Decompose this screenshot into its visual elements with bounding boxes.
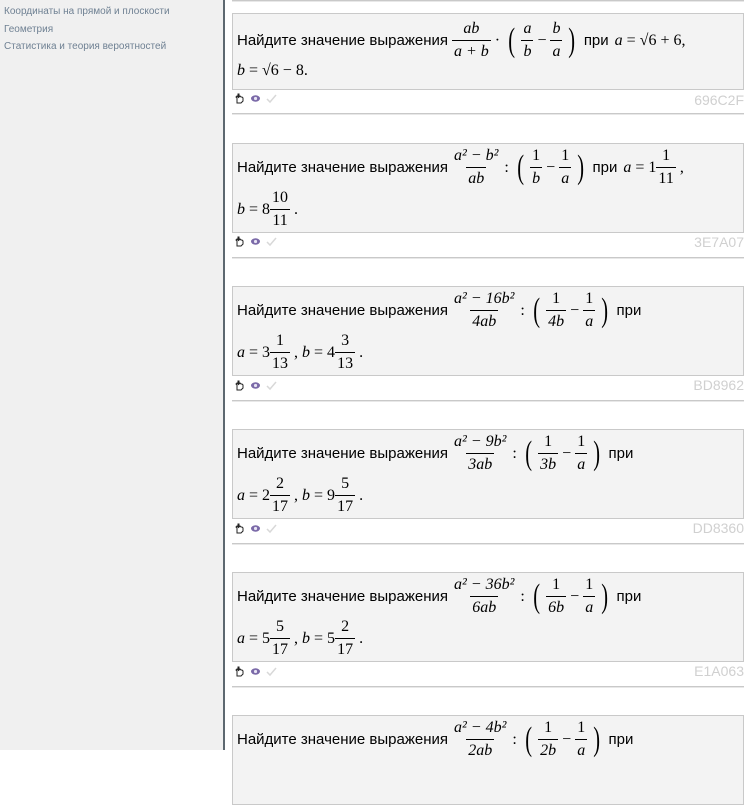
problem-code: 3E7A07 bbox=[694, 234, 744, 250]
divider bbox=[232, 686, 744, 687]
problem-icons bbox=[234, 523, 277, 534]
problem-text bbox=[232, 286, 744, 376]
problem-text bbox=[232, 715, 744, 805]
sidebar bbox=[0, 0, 223, 750]
eye-icon[interactable] bbox=[250, 523, 261, 534]
problem-text bbox=[232, 429, 744, 519]
problem-icons bbox=[234, 666, 277, 677]
eye-icon[interactable] bbox=[250, 380, 261, 391]
problem-line: Найдите значение выражения $\frac{ab}{a + b}$ · ( $\frac{a}{b}$ − $\frac{b}{a}$ ) при a = √6 + 6, bbox=[237, 20, 686, 60]
pri-text: при bbox=[608, 445, 634, 462]
check-icon[interactable] bbox=[266, 523, 277, 534]
check-icon[interactable] bbox=[266, 93, 277, 104]
sidebar-item-coordinates[interactable]: Координаты на прямой и плоскости bbox=[4, 6, 170, 17]
pri-text: при bbox=[583, 32, 609, 49]
problem-code: DD8360 bbox=[692, 520, 744, 536]
problem-line: Найдите значение выражения $\frac{\text{a² − 4b²}}{2ab}$ : ( $\frac{1}{2b}$ − $\frac{1}{a}$ ) при bbox=[237, 719, 634, 759]
check-icon[interactable] bbox=[266, 236, 277, 247]
hand-icon[interactable] bbox=[234, 380, 245, 391]
problem-code: E1A063 bbox=[694, 663, 744, 679]
fraction: $\frac{ab}{a + b}$ bbox=[454, 20, 489, 60]
problem-icons bbox=[234, 380, 277, 391]
eye-icon[interactable] bbox=[250, 93, 261, 104]
eye-icon[interactable] bbox=[250, 236, 261, 247]
check-icon[interactable] bbox=[266, 666, 277, 677]
hand-icon[interactable] bbox=[234, 666, 245, 677]
problem-line-2: b = 8 $\frac{10}{11}$ . bbox=[237, 189, 299, 229]
pri-text: при bbox=[616, 588, 642, 605]
pri-text: при bbox=[616, 302, 642, 319]
problem-line: Найдите значение выражения $\frac{\text{a² − 36b²}}{6ab}$ : ( $\frac{1}{6b}$ − $\frac{1}{a}$ ) при bbox=[237, 576, 642, 616]
divider bbox=[232, 113, 744, 114]
problem-line-2: b = √6 − 8. bbox=[237, 62, 308, 79]
problem-code: 696C2F bbox=[694, 92, 744, 108]
problem-line-2: a = 3 $\frac{1}{13}$ , b = 4 $\frac{3}{13}$ . bbox=[237, 332, 364, 372]
prompt-text: Найдите значение выражения bbox=[237, 588, 448, 605]
eye-icon[interactable] bbox=[250, 666, 261, 677]
check-icon[interactable] bbox=[266, 380, 277, 391]
problem-line: Найдите значение выражения $\frac{\text{a² − 9b²}}{3ab}$ : ( $\frac{1}{3b}$ − $\frac{1}{a}$ ) при bbox=[237, 433, 634, 473]
problem-text bbox=[232, 572, 744, 662]
divider bbox=[232, 543, 744, 544]
problem-line: Найдите значение выражения $\frac{\text{a² − 16b²}}{4ab}$ : ( $\frac{1}{4b}$ − $\frac{1}{a}$ ) при bbox=[237, 290, 642, 330]
problem-line-2: a = 5 $\frac{5}{17}$ , b = 5 $\frac{2}{17}$ . bbox=[237, 618, 364, 658]
sidebar-item-geometry[interactable]: Геометрия bbox=[4, 23, 54, 35]
hand-icon[interactable] bbox=[234, 93, 245, 104]
prompt-text: Найдите значение выражения bbox=[237, 32, 448, 49]
pri-text: при bbox=[592, 159, 618, 176]
divider bbox=[232, 400, 744, 401]
problem-text bbox=[232, 143, 744, 233]
hand-icon[interactable] bbox=[234, 236, 245, 247]
divider bbox=[232, 0, 744, 1]
problem-line-2: a = 2 $\frac{2}{17}$ , b = 9 $\frac{5}{17}$ . bbox=[237, 475, 364, 515]
prompt-text: Найдите значение выражения bbox=[237, 731, 448, 748]
problem-icons bbox=[234, 236, 277, 247]
prompt-text: Найдите значение выражения bbox=[237, 302, 448, 319]
problem-text bbox=[232, 13, 744, 90]
prompt-text: Найдите значение выражения bbox=[237, 445, 448, 462]
hand-icon[interactable] bbox=[234, 523, 245, 534]
sidebar-divider bbox=[223, 0, 225, 750]
pri-text: при bbox=[608, 731, 634, 748]
problem-code: BD8962 bbox=[693, 377, 744, 393]
problem-line: Найдите значение выражения $\frac{\text{a² − b²}}{ab}$ : ( $\frac{1}{b}$ − $\frac{1}{a}$ ) при a = 1 $\frac{1}{11}$ , bbox=[237, 147, 684, 187]
sidebar-links bbox=[0, 0, 223, 56]
divider bbox=[232, 257, 744, 258]
sidebar-item-statistics[interactable]: Статистика и теория вероятностей bbox=[4, 41, 167, 52]
problem-icons bbox=[234, 93, 277, 104]
prompt-text: Найдите значение выражения bbox=[237, 159, 448, 176]
